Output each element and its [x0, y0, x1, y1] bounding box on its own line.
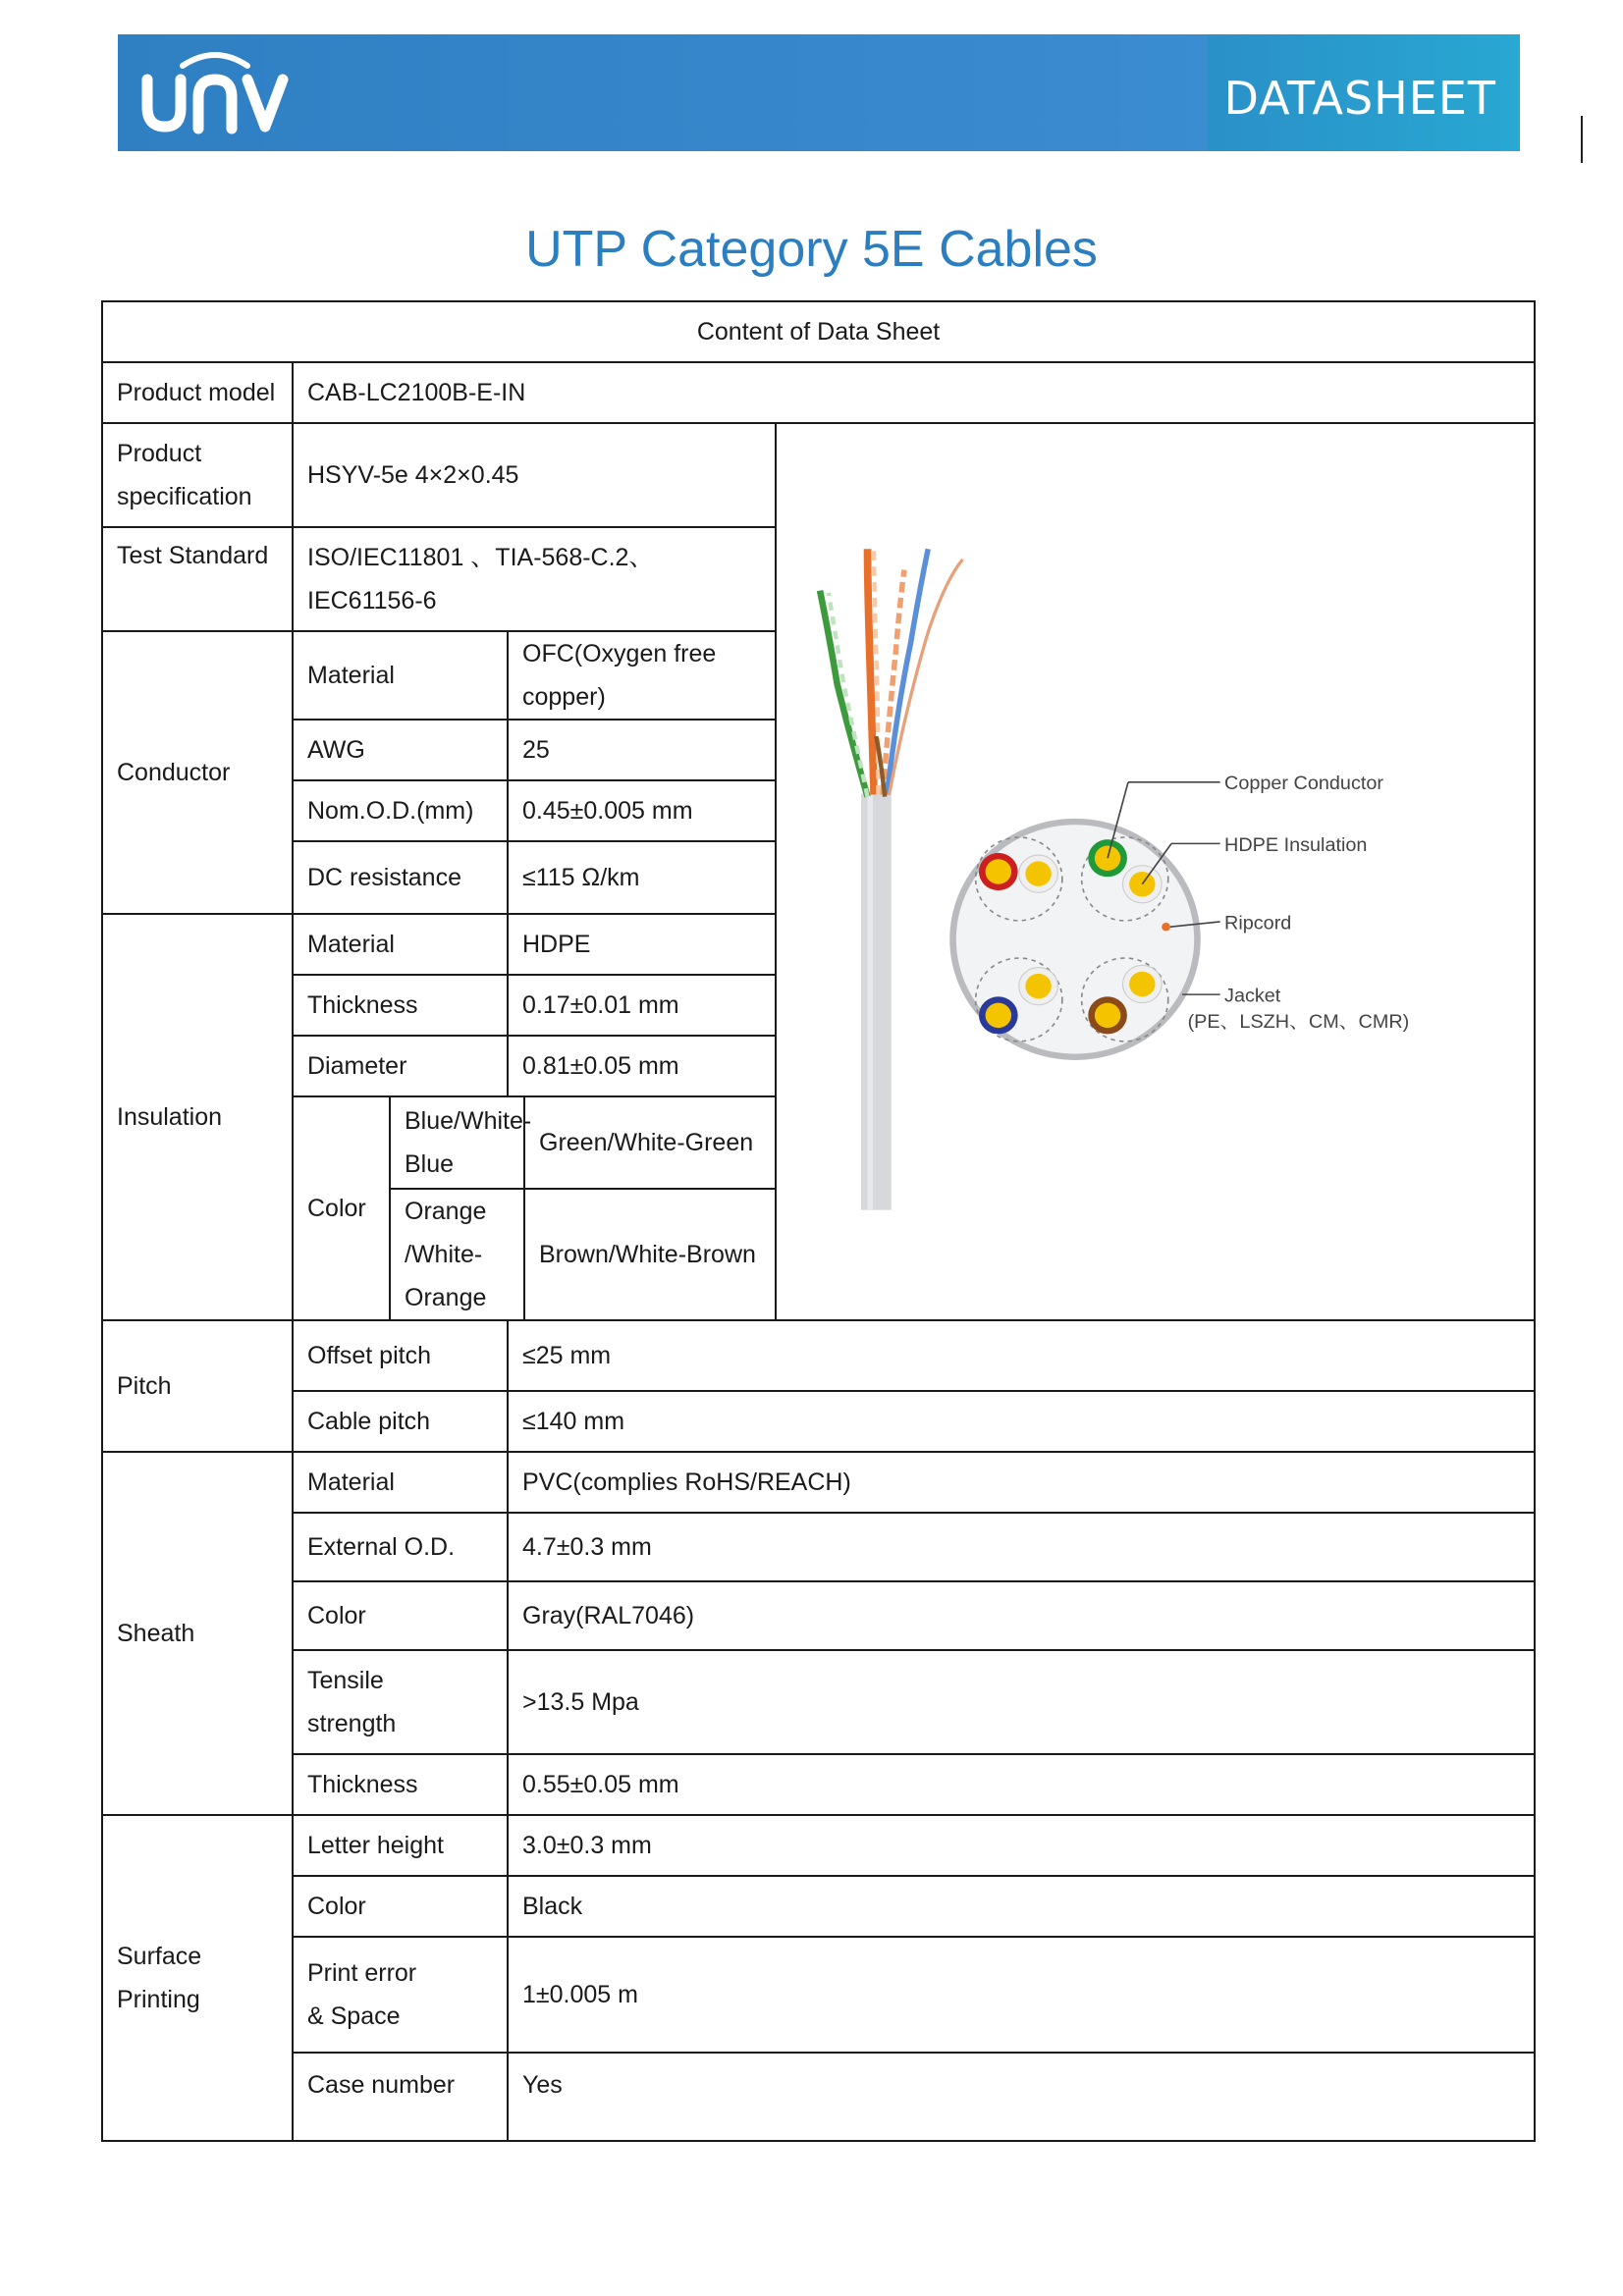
header-right-block	[1208, 34, 1520, 151]
header-banner	[118, 34, 1520, 151]
sheath-material-key: Material	[293, 1452, 508, 1513]
insulation-color-4: Brown/White-Brown	[524, 1189, 776, 1320]
datasheet-label: DATASHEET	[1223, 72, 1496, 125]
spec-table	[101, 300, 1536, 2142]
insulation-material-value: HDPE	[508, 914, 776, 975]
conductor-label: Conductor	[102, 631, 293, 914]
label-jacket: Jacket	[1224, 985, 1281, 1007]
sheath-thickness-value: 0.55±0.05 mm	[508, 1754, 1535, 1815]
conductor-dc-key: DC resistance	[293, 841, 508, 914]
label-jacket-types: (PE、LSZH、CM、CMR)	[1187, 1011, 1410, 1033]
print-color-value: Black	[508, 1876, 1535, 1937]
label-ripcord: Ripcord	[1224, 912, 1292, 934]
insulation-color-key: Color	[293, 1096, 390, 1320]
insulation-diameter-key: Diameter	[293, 1036, 508, 1096]
sheath-color-key: Color	[293, 1581, 508, 1650]
insulation-color-1: Blue/White- Blue	[390, 1096, 524, 1189]
insulation-thickness-value: 0.17±0.01 mm	[508, 975, 776, 1036]
insulation-color-3: Orange /White-Orange	[390, 1189, 524, 1320]
surface-printing-label: Surface Printing	[102, 1815, 293, 2141]
conductor-awg-key: AWG	[293, 720, 508, 780]
print-case-number-key: Case number	[293, 2053, 508, 2141]
test-standard-value: ISO/IEC11801 、TIA-568-C.2、IEC61156-6	[293, 527, 776, 631]
print-letter-height-key: Letter height	[293, 1815, 508, 1876]
print-case-number-value: Yes	[508, 2053, 1535, 2141]
test-standard-label: Test Standard	[102, 527, 293, 631]
pitch-cable-key: Cable pitch	[293, 1391, 508, 1452]
sheath-thickness-key: Thickness	[293, 1754, 508, 1815]
product-spec-value: HSYV-5e 4×2×0.45	[293, 423, 776, 527]
sheath-color-value: Gray(RAL7046)	[508, 1581, 1535, 1650]
table-heading: Content of Data Sheet	[102, 301, 1535, 362]
conductor-dc-value: ≤115 Ω/km	[508, 841, 776, 914]
unv-logo	[141, 48, 289, 136]
conductor-od-key: Nom.O.D.(mm)	[293, 780, 508, 841]
pitch-cable-value: ≤140 mm	[508, 1391, 1535, 1452]
insulation-diameter-value: 0.81±0.05 mm	[508, 1036, 776, 1096]
pitch-offset-key: Offset pitch	[293, 1320, 508, 1391]
sheath-od-value: 4.7±0.3 mm	[508, 1513, 1535, 1581]
cable-figure	[777, 424, 1534, 1319]
sheath-tensile-value: >13.5 Mpa	[508, 1650, 1535, 1754]
insulation-material-key: Material	[293, 914, 508, 975]
product-model-value: CAB-LC2100B-E-IN	[293, 362, 1535, 423]
cross-section	[953, 782, 1220, 1057]
insulation-label: Insulation	[102, 914, 293, 1320]
print-error-value: 1±0.005 m	[508, 1937, 1535, 2053]
conductor-material-key: Material	[293, 631, 508, 720]
sheath-od-key: External O.D.	[293, 1513, 508, 1581]
insulation-thickness-key: Thickness	[293, 975, 508, 1036]
cable-figure-cell	[776, 423, 1535, 1320]
conductor-material-value: OFC(Oxygen free copper)	[508, 631, 776, 720]
page-title: UTP Category 5E Cables	[525, 221, 1098, 278]
insulation-color-2: Green/White-Green	[524, 1096, 776, 1189]
pitch-label: Pitch	[102, 1320, 293, 1452]
label-copper-conductor: Copper Conductor	[1224, 773, 1383, 795]
print-letter-height-value: 3.0±0.3 mm	[508, 1815, 1535, 1876]
label-hdpe-insulation: HDPE Insulation	[1224, 834, 1368, 856]
cable-illustration	[820, 549, 962, 1209]
print-error-key: Print error & Space	[293, 1937, 508, 2053]
sheath-material-value: PVC(complies RoHS/REACH)	[508, 1452, 1535, 1513]
print-color-key: Color	[293, 1876, 508, 1937]
conductor-od-value: 0.45±0.005 mm	[508, 780, 776, 841]
sheath-tensile-key: Tensile strength	[293, 1650, 508, 1754]
product-model-label: Product model	[102, 362, 293, 423]
sheath-label: Sheath	[102, 1452, 293, 1815]
text-cursor	[1581, 116, 1583, 163]
conductor-awg-value: 25	[508, 720, 776, 780]
pitch-offset-value: ≤25 mm	[508, 1320, 1535, 1391]
product-spec-label: Product specification	[102, 423, 293, 527]
